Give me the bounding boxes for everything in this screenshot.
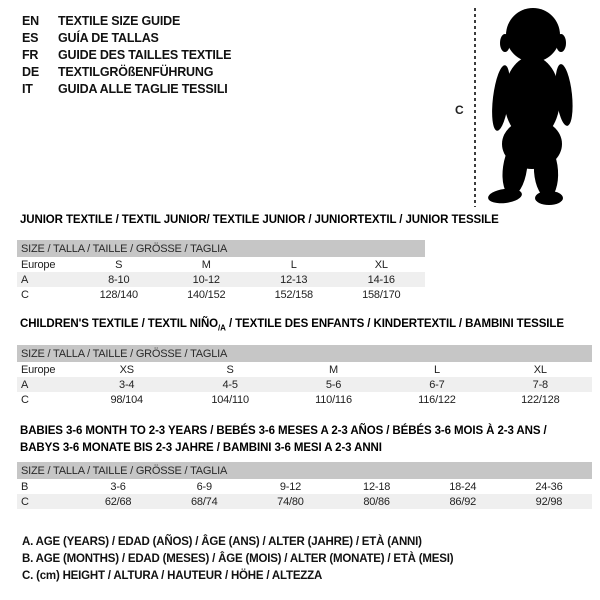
row-label: C (21, 393, 29, 406)
lang-code: ES (22, 30, 39, 45)
table-cell: XS (119, 363, 134, 376)
table-row (17, 257, 425, 272)
lang-title: TEXTILE SIZE GUIDE (58, 13, 181, 28)
lang-code: FR (22, 47, 39, 62)
lang-row-it (22, 80, 231, 97)
table-cell: 6-9 (196, 480, 212, 493)
language-header (22, 12, 231, 97)
height-measure-dashed-line (474, 8, 476, 207)
lang-title: GUIDA ALLE TAGLIE TESSILI (58, 81, 228, 96)
table-cell: 5-6 (325, 378, 342, 391)
lang-title: TEXTILGRÖßENFÜHRUNG (58, 64, 214, 79)
table-cell: XL (374, 258, 388, 271)
children-title-post: / TEXTILE DES ENFANTS / KINDERTEXTIL / BAMBINI TESSILE (225, 318, 564, 330)
table-cell: 80/86 (363, 495, 390, 508)
size-header-bar: SIZE / TALLA / TAILLE / GRÖSSE / TAGLIA (17, 345, 592, 362)
size-header-bar: SIZE / TALLA / TAILLE / GRÖSSE / TAGLIA (17, 240, 425, 257)
babies-table (17, 462, 592, 509)
babies-table-title (20, 423, 580, 456)
babies-title-line2: BABYS 3-6 MONATE BIS 2-3 JAHRE / BAMBINI 3-6 MESI A 2-3 ANNI (20, 441, 382, 454)
babies-table-rows (17, 479, 592, 509)
table-cell: 68/74 (190, 495, 218, 508)
babies-title-line1: BABIES 3-6 MONTH TO 2-3 YEARS / BEBÉS 3-6 MESES A 2-3 AÑOS / BÉBÉS 3-6 MOIS À 2-3 ANS / (20, 425, 547, 437)
table-row (17, 272, 425, 287)
table-cell: 158/170 (362, 288, 401, 301)
table-cell: 152/158 (274, 288, 313, 301)
table-cell: 7-8 (532, 378, 548, 391)
lang-code: EN (22, 13, 39, 28)
table-cell: 18-24 (449, 480, 477, 493)
row-label: Europe (21, 258, 56, 271)
table-cell: M (201, 258, 211, 271)
table-cell: 98/104 (110, 393, 143, 406)
table-cell: 86/92 (449, 495, 477, 508)
footnote-b: B. AGE (MONTHS) / EDAD (MESES) / ÂGE (MOIS) / ALTER (MONATE) / ETÀ (MESI) (22, 553, 454, 565)
table-cell: 14-16 (367, 273, 395, 286)
children-title-sub: /A (218, 323, 226, 333)
table-cell: 140/152 (187, 288, 226, 301)
table-cell: 12-18 (363, 480, 391, 493)
lang-title: GUIDE DES TAILLES TEXTILE (58, 47, 232, 62)
table-cell: 3-4 (119, 378, 135, 391)
table-row (17, 392, 592, 407)
row-label: C (21, 495, 29, 508)
table-cell: 128/140 (99, 288, 138, 301)
table-cell: 24-36 (535, 480, 563, 493)
lang-title: GUÍA DE TALLAS (58, 30, 159, 45)
height-measure-label: C (455, 103, 464, 117)
lang-code: IT (22, 81, 33, 96)
table-row (17, 479, 592, 494)
table-cell: 4-5 (222, 378, 238, 391)
table-cell: 8-10 (108, 273, 130, 286)
lang-row-en (22, 12, 231, 29)
table-cell: 9-12 (279, 480, 302, 493)
children-table (17, 345, 592, 407)
table-cell: 10-12 (192, 273, 220, 286)
lang-row-de (22, 63, 231, 80)
table-cell: 92/98 (535, 495, 563, 508)
table-cell: L (290, 258, 297, 271)
row-label: Europe (21, 363, 56, 376)
footnotes (22, 536, 453, 587)
table-cell: 74/80 (277, 495, 304, 508)
table-cell: 62/68 (104, 495, 132, 508)
children-title-pre: CHILDREN'S TEXTILE / TEXTIL NIÑO (20, 318, 219, 330)
table-cell: XL (533, 363, 547, 376)
table-cell: S (115, 258, 123, 271)
row-label: A (21, 378, 29, 391)
toddler-silhouette (482, 5, 580, 207)
footnote-c: C. (cm) HEIGHT / ALTURA / HAUTEUR / HÖHE / ALTEZZA (22, 570, 323, 582)
junior-table-title: JUNIOR TEXTILE / TEXTIL JUNIOR/ TEXTILE JUNIOR / JUNIORTEXTIL / JUNIOR TESSILE (20, 214, 499, 226)
lang-row-fr (22, 46, 231, 63)
row-label: A (21, 273, 29, 286)
table-row (17, 287, 425, 302)
footnote-a: A. AGE (YEARS) / EDAD (AÑOS) / ÂGE (ANS) / ALTER (JAHRE) / ETÀ (ANNI) (22, 536, 422, 548)
table-row (17, 377, 592, 392)
table-cell: 6-7 (429, 378, 445, 391)
lang-code: DE (22, 64, 39, 79)
row-label: B (21, 480, 29, 493)
children-table-rows (17, 362, 592, 407)
table-cell: 122/128 (521, 393, 560, 406)
junior-table-rows (17, 257, 425, 302)
table-cell: 12-13 (280, 273, 308, 286)
table-cell: 104/110 (211, 393, 249, 406)
children-table-title (20, 318, 564, 332)
size-header-bar: SIZE / TALLA / TAILLE / GRÖSSE / TAGLIA (17, 462, 592, 479)
table-cell: S (226, 363, 234, 376)
table-cell: M (329, 363, 338, 376)
row-label: C (21, 288, 29, 301)
table-cell: 110/116 (315, 393, 352, 406)
table-cell: 3-6 (110, 480, 126, 493)
table-cell: L (433, 363, 440, 376)
lang-row-es (22, 29, 231, 46)
junior-table (17, 240, 425, 302)
table-row (17, 494, 592, 509)
table-row (17, 362, 592, 377)
table-cell: 116/122 (418, 393, 456, 406)
